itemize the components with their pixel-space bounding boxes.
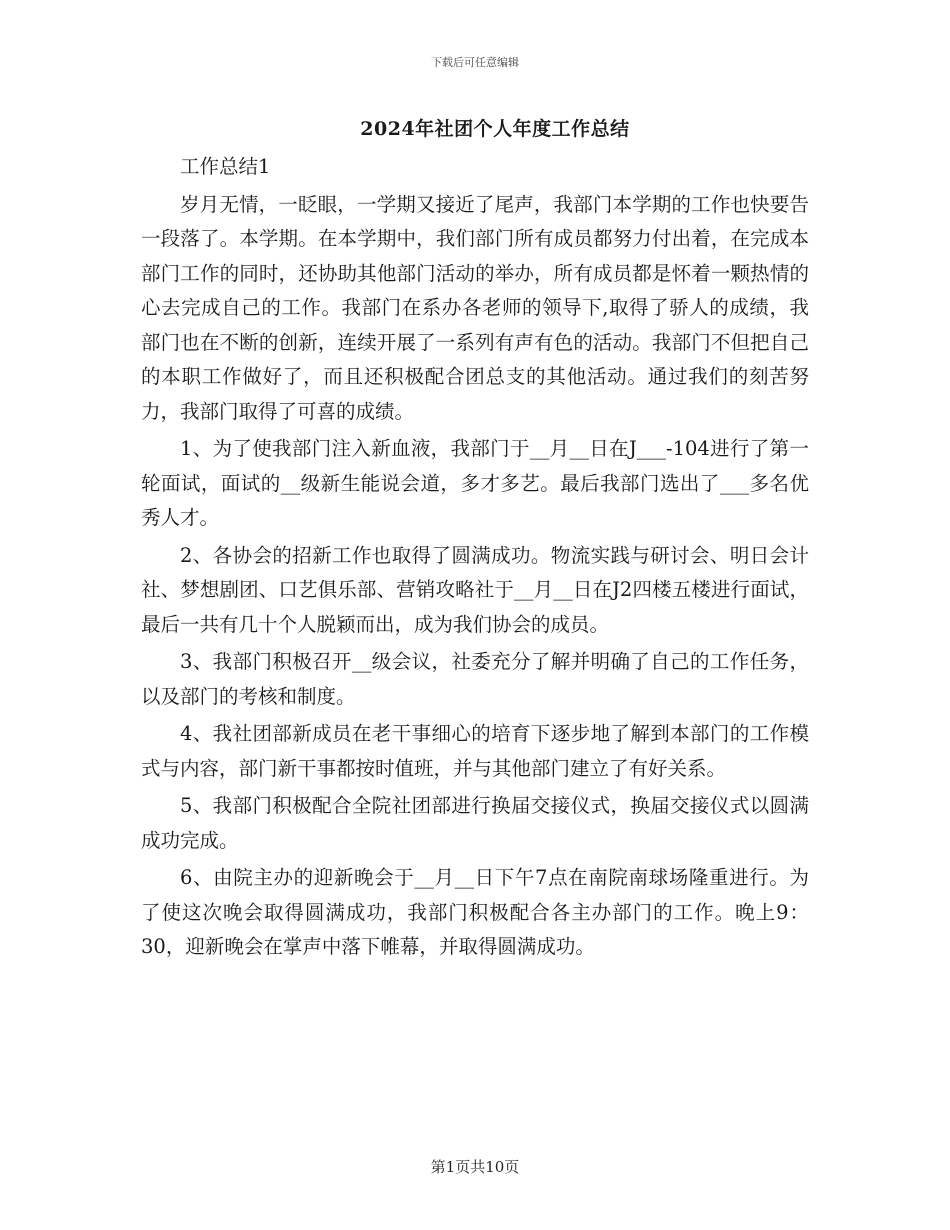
paragraph-item-4: 4、我社团部新成员在老干事细心的培育下逐步地了解到本部门的工作模式与内容，部门新干事都按时值班，并与其他部门建立了有好关系。	[141, 722, 809, 780]
paragraph-item-3: 3、我部门积极召开__级会议，社委充分了解并明确了自己的工作任务，以及部门的考核和制度。	[141, 650, 809, 708]
document-body	[141, 150, 809, 965]
paragraph-item-6: 6、由院主办的迎新晚会于__月__日下午7点在南院南球场隆重进行。为了使这次晚会取得圆满成功，我部门积极配合各主办部门的工作。晚上9：30，迎新晚会在掌声中落下帷幕，并取得圆满成功。	[141, 866, 809, 958]
paragraph-item-2: 2、各协会的招新工作也取得了圆满成功。物流实践与研讨会、明日会计社、梦想剧团、口艺俱乐部、营销攻略社于__月__日在J2四楼五楼进行面试，最后一共有几十个人脱颖而出，成为我们协会的成员。	[141, 543, 809, 636]
section-subheading: 工作总结1	[180, 155, 271, 178]
paragraph-intro: 岁月无情，一眨眼，一学期又接近了尾声，我部门本学期的工作也快要告一段落了。本学期。在本学期中，我们部门所有成员都努力付出着，在完成本部门工作的同时，还协助其他部门活动的举办，所有成员都是怀着一颗热情的心去完成自己的工作。我部门在系办各老师的领导下,取得了骄人的成绩，我部门也在不断的创新，连续开展了一系列有声有色的活动。我部门不但把自己的本职工作做好了，而且还积极配合团总支的其他活动。通过我们的刻苦努力，我部门取得了可喜的成绩。	[141, 192, 809, 423]
header-note: 下载后可任意编辑	[431, 56, 519, 69]
paragraph-item-1: 1、为了使我部门注入新血液，我部门于__月__日在J___-104进行了第一轮面试，面试的__级新生能说会道，多才多艺。最后我部门选出了___多名优秀人才。	[141, 437, 809, 529]
paragraph-item-5: 5、我部门积极配合全院社团部进行换届交接仪式，换届交接仪式以圆满成功完成。	[141, 794, 809, 852]
page-number-footer: 第1页共10页	[430, 1158, 520, 1176]
document-title: 2024年社团个人年度工作总结	[360, 118, 630, 140]
